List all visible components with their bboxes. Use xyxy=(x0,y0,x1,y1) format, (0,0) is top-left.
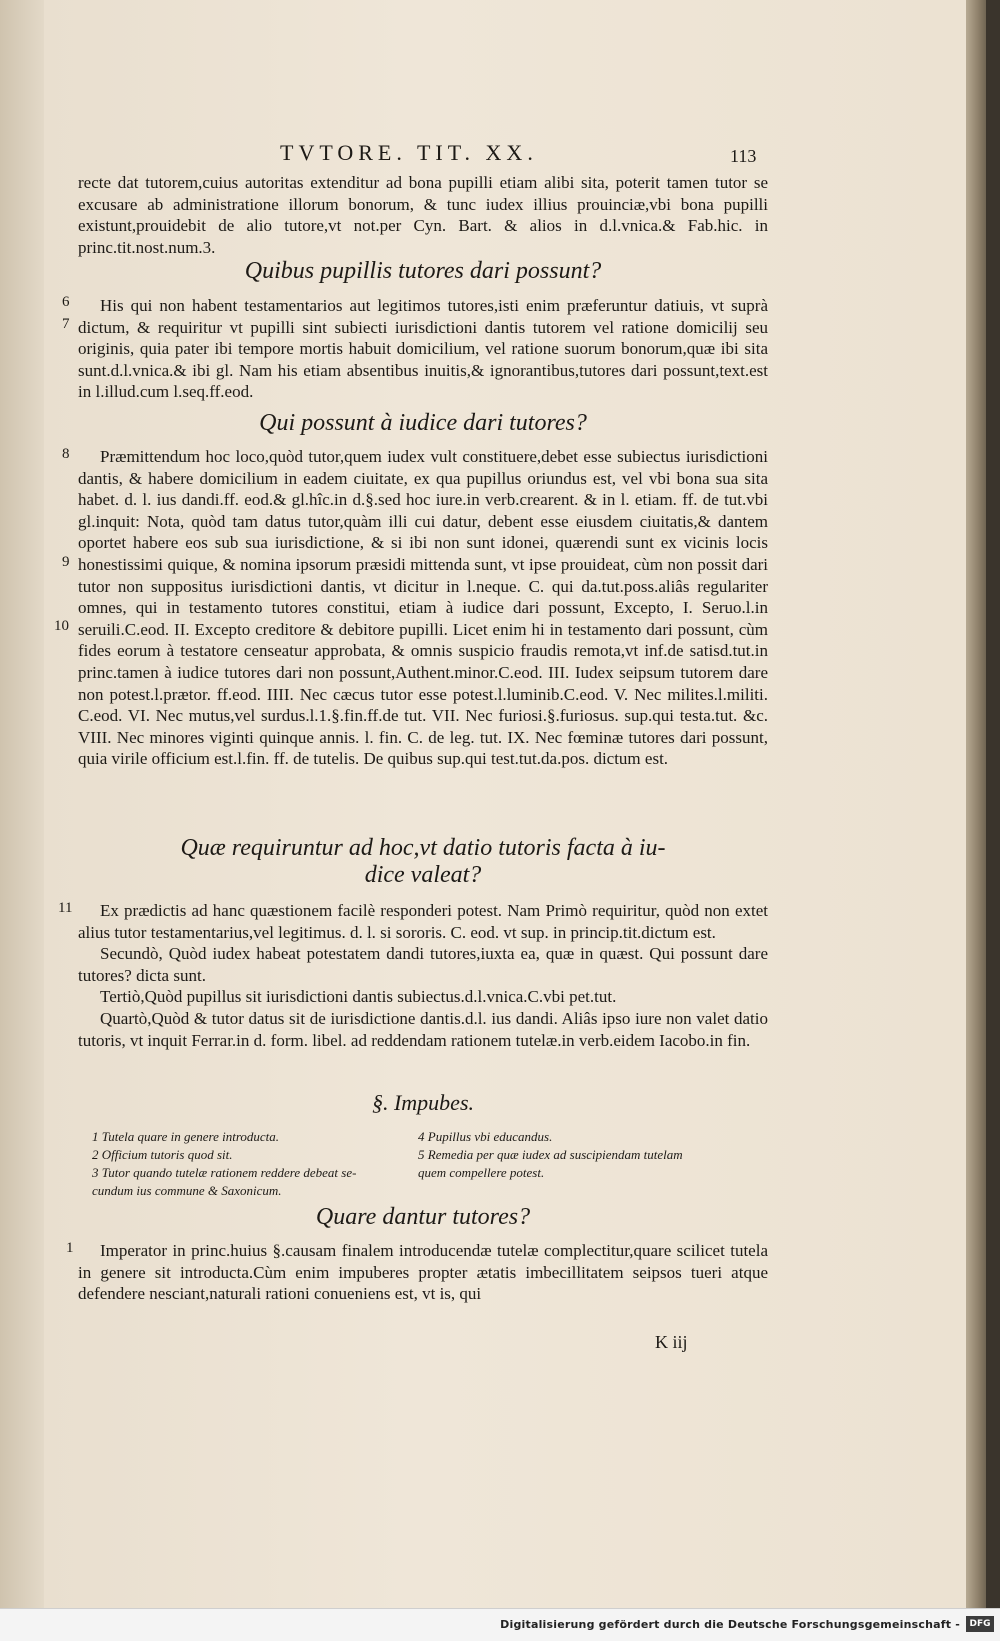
page-number: 113 xyxy=(730,146,757,166)
footer-credit: Digitalisierung gefördert durch die Deutsche Forschungsgemeinschaft - xyxy=(500,1618,960,1631)
paragraph-2: Præmittendum hoc loco,quòd tutor,quem iudex vult constituere,debet esse subiectus iurisdictioni dantis, & habere domicilium in eadem ciuitate, ex qua pupillus oriundus est, vel vbi bona sua sita habet. d. l. ius dandi.ff. eod.& gl.hîc.in d.§.sed hoc iure.in verb.crearent. & in l. etiam. ff. de tut.vbi gl.inquit: Nota, quòd tam datus tutor,quàm illi cui datur, debent esse eiusdem ciuitatis,& dantem oportet habere eos sub sua iurisdictione, & si ibi non sunt idonei, quærendi sunt ex vicinis locis honestissimi quique, & nomina ipsorum præsidi mittenda sunt, vt ipse prouideat, cùm non possit dari tutor non suppositus iurisdictioni dantis, vt dicitur in l.neque. C. qui da.tut.poss.aliâs regulariter omnes, qui in testamento tutores constitui, etiam à iudice dari possunt, Excepto, I. Seruo.l.in seruili.C.eod. II. Excepto creditore & debitore pupilli. Licet enim hi in testamento dari possunt, cùm fides eorum à testatore censeatur approbata, & omnis suspicio fraudis remota,vt inf.de satisd.tut.in princ.tamen à iudice tutores dari non possunt,Authent.minor.C.eod. III. Iudex seipsum tutorem dare non potest.l.prætor. ff.eod. IIII. Nec cæcus tutor esse potest.l.luminib.C.eod. V. Nec milites.l.militi. C.eod. VI. Nec mutus,vel surdus.l.1.§.fin.ff.de tut. VII. Nec furiosi.§.furiosus. sup.qui testa.tut. &c. VIII. Nec minores viginti quinque annis. l. fin. C. de leg. tut. IX. Nec fœminæ tutores dari possunt, quia virile officium est.l.fin. ff. de tutelis. De quibus sup.qui test.tut.da.pos. dictum est. xyxy=(78,447,768,769)
paragraph-4: Imperator in princ.huius §.causam finalem introducendæ tutelæ complectitur,quare scilicet tutela in genere sit introducta.Cùm enim impuberes propter ætatis imbecillitatem seipsos tueri atque defendere nesciant,naturali rationi conueniens est, vt is, qui xyxy=(78,1241,768,1304)
margin-number-1: 1 xyxy=(66,1240,74,1256)
index-item: quem compellere potest. xyxy=(418,1165,545,1180)
index-item: 3 Tutor quando tutelæ rationem reddere debeat se- xyxy=(92,1165,357,1180)
margin-number-10: 10 xyxy=(54,618,69,634)
paragraph-1: His qui non habent testamentarios aut legitimos tutores,isti enim præferuntur datiuis, vt suprà dictum, & requiritur vt pupilli sint subiecti iurisdictioni dantis tutorem vel ratione domicilij seu originis, quia pater ibi tempore mortis habuit domicilium, vel ratione suorum bonorum,quæ ibi sita sunt.d.l.vnica.& ibi gl. Nam his etiam absentibus inuitis,& ignorantibus,tutores dari possunt,text.est in l.illud.cum l.seq.ff.eod. xyxy=(78,296,768,402)
index-item: 5 Remedia per quæ iudex ad suscipiendam tutelam xyxy=(418,1147,683,1162)
heading-quae-requiruntur-line1: Quæ requiruntur ad hoc,vt datio tutoris facta à iu- xyxy=(180,835,666,861)
section-title: §. Impubes. xyxy=(371,1090,475,1115)
paragraph-3-primo: Ex prædictis ad hanc quæstionem facilè responderi potest. Nam Primò requiritur, quòd non extet alius tutor testamentarius,vel legitimus. d. l. si sororis. C. eod. vt sup. in princip.tit.dictum est. xyxy=(78,901,768,942)
scan-background xyxy=(986,0,1000,1608)
dfg-logo: DFG xyxy=(966,1616,994,1632)
heading-quae-requiruntur-line2: dice valeat? xyxy=(364,862,482,888)
margin-number-11: 11 xyxy=(58,900,73,916)
index-list-right xyxy=(418,1128,683,1182)
book-spine xyxy=(0,0,44,1640)
margin-number-6: 6 xyxy=(62,294,70,310)
heading-quibus-pupillis: Quibus pupillis tutores dari possunt? xyxy=(244,258,602,284)
index-item: 2 Officium tutoris quod sit. xyxy=(92,1147,233,1162)
paragraph-3-quarto: Quartò,Quòd & tutor datus sit de iurisdictione dantis.d.l. ius dandi. Aliâs ipso iure non valet datio tutoris, vt inquit Ferrar.in d. form. libel. ad reddendam rationem tutelæ.in verb.eidem Iacobo.in fin. xyxy=(78,1008,768,1050)
margin-number-9: 9 xyxy=(62,554,70,570)
index-item: cundum ius commune & Saxonicum. xyxy=(92,1183,282,1198)
heading-qui-possunt: Qui possunt à iudice dari tutores? xyxy=(259,410,587,436)
heading-quae-requiruntur xyxy=(78,835,768,889)
paragraph-intro: recte dat tutorem,cuius autoritas extenditur ad bona pupilli etiam alibi sita, poterit tamen tutor se excusare ab administratione illorum bonorum, & tunc iudex illius prouinciæ,vbi bona pupilli existunt,prouidebit de alio tutore,vt not.per Cyn. Bart. & alios in d.l.vnica.& Fab.hic. in princ.tit.nost.num.3. xyxy=(78,173,768,257)
margin-number-7: 7 xyxy=(62,316,70,332)
digitization-footer xyxy=(0,1608,1000,1641)
heading-quare-dantur: Quare dantur tutores? xyxy=(315,1204,531,1230)
signature-mark: K iij xyxy=(655,1332,688,1352)
index-item: 4 Pupillus vbi educandus. xyxy=(418,1129,553,1144)
index-list-left xyxy=(92,1128,356,1200)
running-head: TVTORE. TIT. XX. xyxy=(280,140,538,165)
paragraph-3 xyxy=(78,900,768,1051)
paragraph-3-tertio: Tertiò,Quòd pupillus sit iurisdictioni dantis subiectus.d.l.vnica.C.vbi pet.tut. xyxy=(100,987,617,1007)
index-item: 1 Tutela quare in genere introducta. xyxy=(92,1129,280,1144)
margin-number-8: 8 xyxy=(62,446,70,462)
paragraph-3-secundo: Secundò, Quòd iudex habeat potestatem dandi tutores,iuxta ea, quæ in quæst. Qui possunt dare tutores? dicta sunt. xyxy=(78,944,768,985)
page-edge xyxy=(966,0,986,1608)
